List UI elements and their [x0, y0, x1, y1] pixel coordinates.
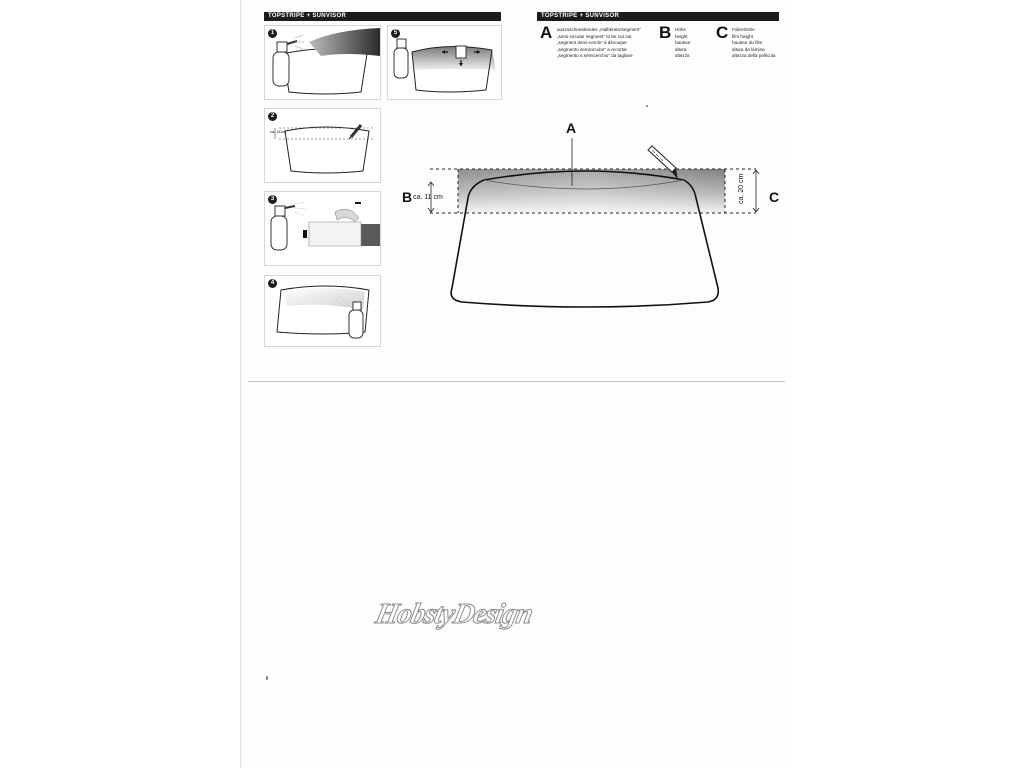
diagram-dim-b: ca. 11 cm — [413, 194, 443, 201]
step-1-badge: 1 — [268, 29, 277, 38]
step-5-badge: 5 — [391, 29, 400, 38]
diagram-label-a: A — [566, 120, 577, 136]
legend-b-line-3: hauteur — [675, 40, 691, 46]
legend-c-line-5: altezza della pellicola — [732, 53, 776, 59]
step-2-badge: 2 — [268, 112, 277, 121]
step-3-badge: 3 — [268, 195, 277, 204]
legend-c-line-4: altura de lámina — [732, 46, 765, 52]
tint-film-band — [458, 169, 725, 213]
legend-b-line-4: altura — [675, 46, 687, 52]
legend-letter-c: C — [716, 23, 729, 42]
legend-a-line-2: „semi-circular segment“ to be cut out — [557, 33, 632, 39]
legend-a-line-1: auszuschneidendes „Halbkreis/Segment“ — [557, 27, 641, 32]
diagram-dim-c: ca. 20 cm — [738, 173, 745, 204]
page-divider — [248, 381, 785, 382]
section-header-right: TOPSTRIPE + SUNVISOR — [537, 12, 779, 21]
legend-c-line-2: film height — [732, 33, 753, 39]
diagram-label-b: B — [402, 189, 413, 205]
legend-a-line-4: „segmento semicircular“ a recortar — [557, 46, 627, 52]
legend-b-line-5: altezza — [675, 53, 690, 59]
legend-c-line-3: hauteur du film — [732, 40, 763, 46]
legend-a-line-3: „segment demi-cercle“ à découper — [557, 40, 627, 46]
legend-c-line-1: Folienhöhe — [732, 27, 755, 32]
section-header-left: TOPSTRIPE + SUNVISOR — [264, 12, 501, 21]
scan-speck — [266, 676, 268, 680]
scan-speck — [646, 105, 648, 107]
legend-b-line-1: Höhe — [675, 27, 686, 32]
legend-a-line-5: „segmento a semicerchio“ da tagliare — [557, 53, 633, 59]
step-2-measure-label: ca. 11cm — [270, 129, 286, 134]
dimension-c — [753, 170, 759, 212]
legend-letter-a: A — [540, 23, 553, 42]
legend-letter-b: B — [659, 23, 672, 42]
diagram-label-c: C — [769, 189, 780, 205]
legend-b-line-2: height — [675, 33, 688, 39]
brand-logo: HobstyDesign — [372, 598, 536, 630]
step-4-badge: 4 — [268, 279, 277, 288]
